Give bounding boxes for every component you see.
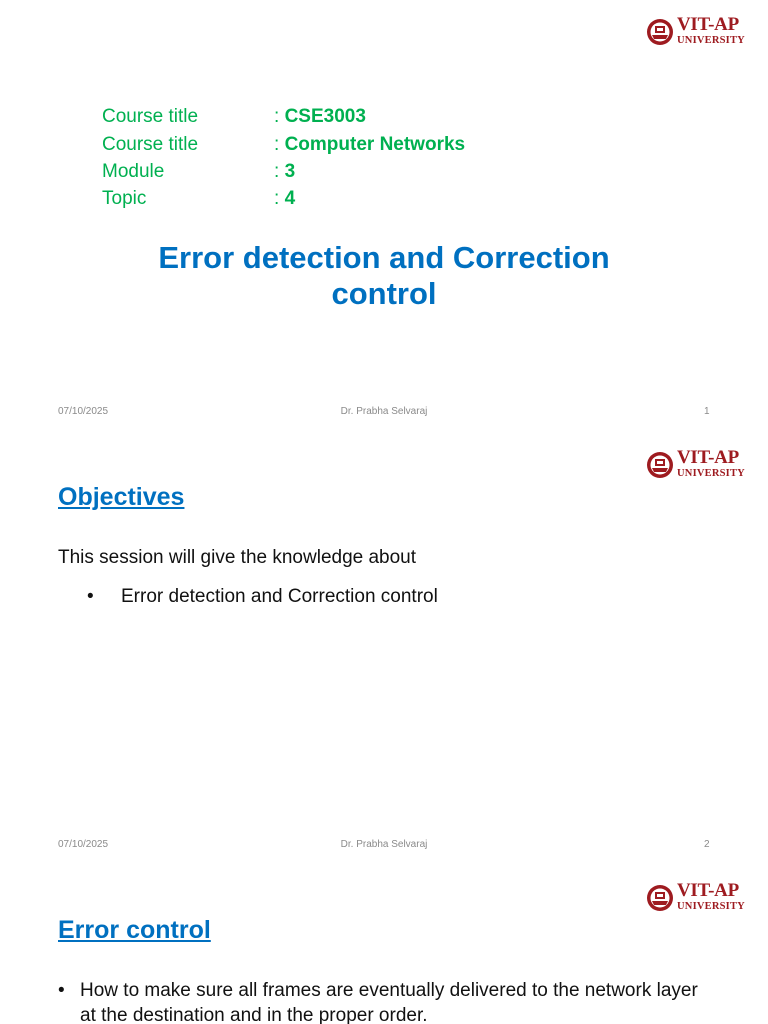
logo-name: VIT-AP xyxy=(677,447,739,468)
meta-label: Topic xyxy=(102,188,147,209)
meta-label: Course title xyxy=(102,106,199,127)
meta-label: Course title xyxy=(102,134,199,155)
meta-value-group xyxy=(274,188,295,210)
list-item-text: How to make sure all frames are eventually delivered to the network layer at the destination and in the proper order. xyxy=(80,980,698,1024)
logo-name: VIT-AP xyxy=(677,880,739,901)
meta-separator: : xyxy=(274,134,285,155)
error-control-heading: Error control xyxy=(58,916,211,944)
slide-title xyxy=(84,240,684,312)
footer-author: Dr. Prabha Selvaraj xyxy=(340,406,428,417)
meta-separator: : xyxy=(274,188,285,209)
meta-separator: : xyxy=(274,106,285,127)
footer-date: 07/10/2025 xyxy=(58,406,109,417)
meta-value-group xyxy=(274,161,295,183)
logo-name: VIT-AP xyxy=(677,14,739,35)
meta-label: Module xyxy=(102,161,165,182)
bullet-icon: • xyxy=(87,586,94,607)
footer-date: 07/10/2025 xyxy=(58,839,109,850)
university-logo xyxy=(646,882,750,914)
footer-author: Dr. Prabha Selvaraj xyxy=(340,839,428,850)
slide-3 xyxy=(0,866,768,1024)
logo-subname: UNIVERSITY xyxy=(677,468,745,479)
university-logo xyxy=(646,449,750,481)
slide-title-line-1: Error detection and Correction xyxy=(158,240,610,275)
course-code-value: CSE3003 xyxy=(284,106,366,127)
slide-2 xyxy=(0,433,768,866)
intro-text: This session will give the knowledge about xyxy=(58,547,417,568)
university-logo xyxy=(646,16,750,48)
footer-page-number: 2 xyxy=(704,839,710,850)
meta-value-group xyxy=(274,106,366,128)
module-value: 3 xyxy=(284,161,296,182)
slide-1 xyxy=(0,0,768,433)
list-item xyxy=(58,978,718,1024)
slide-title-line-2: control xyxy=(331,276,437,311)
meta-value-group xyxy=(274,134,465,156)
topic-value: 4 xyxy=(284,188,296,209)
bullet-icon: • xyxy=(58,980,65,1001)
university-seal-icon xyxy=(646,884,674,912)
logo-subname: UNIVERSITY xyxy=(677,901,745,912)
university-seal-icon xyxy=(646,18,674,46)
course-title-value: Computer Networks xyxy=(284,134,466,155)
list-item-text: Error detection and Correction control xyxy=(121,586,438,607)
logo-subname: UNIVERSITY xyxy=(677,35,745,46)
meta-separator: : xyxy=(274,161,285,182)
footer-page-number: 1 xyxy=(704,406,710,417)
objectives-heading: Objectives xyxy=(58,483,185,511)
university-seal-icon xyxy=(646,451,674,479)
